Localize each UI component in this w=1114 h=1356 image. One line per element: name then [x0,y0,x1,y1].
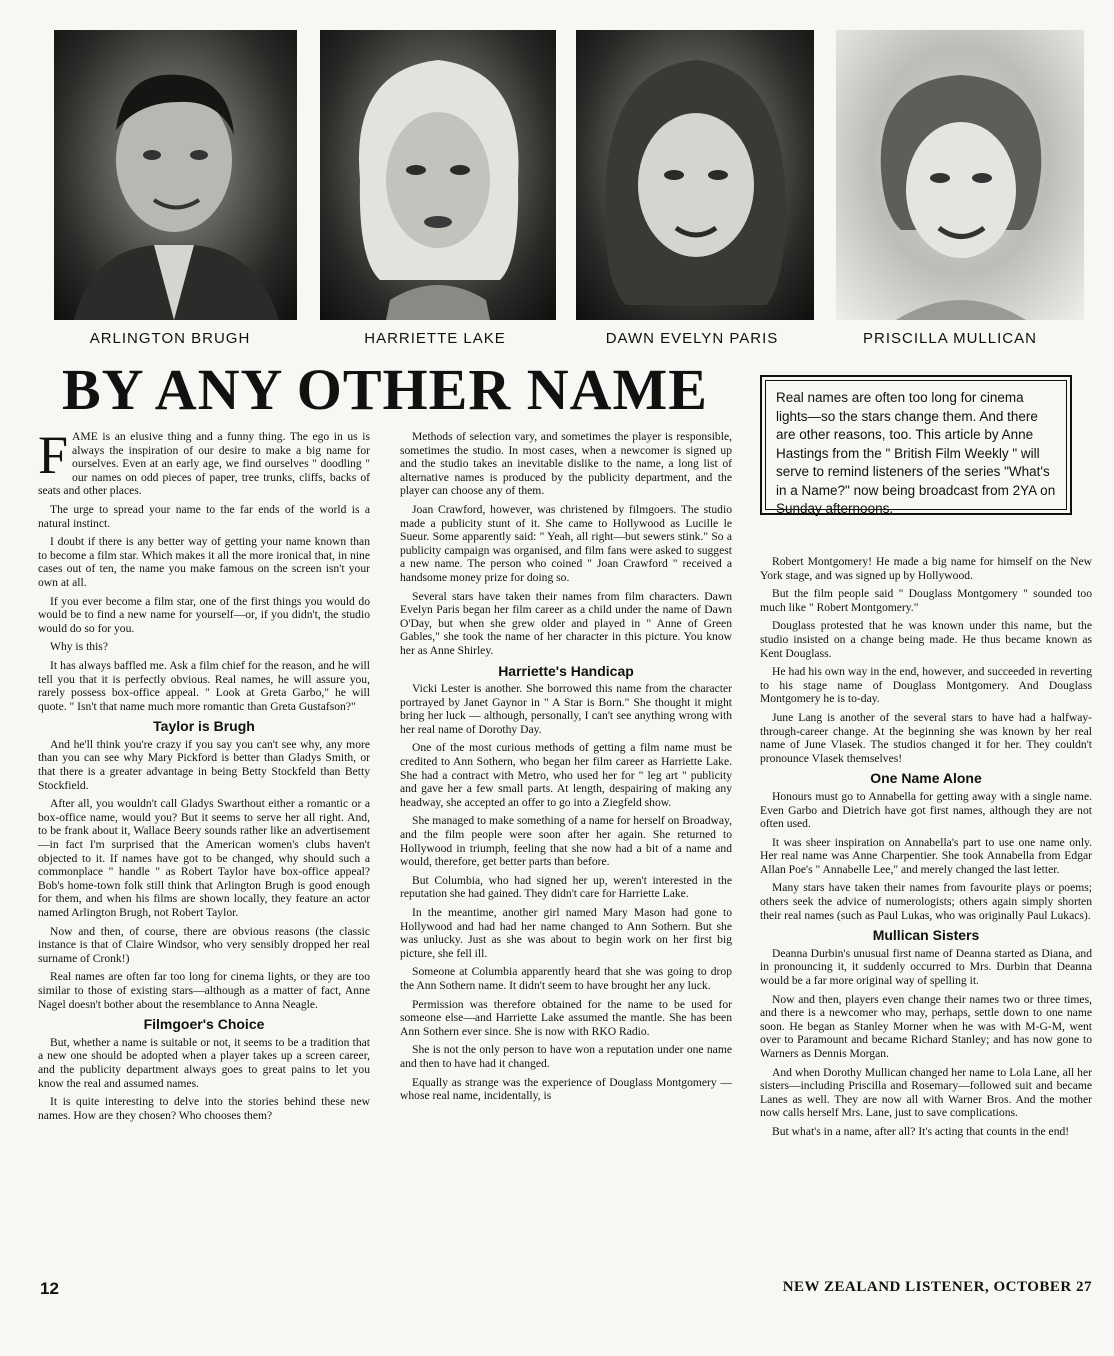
paragraph: June Lang is another of the several stars to have had a halfway-through-career change. At the beginning she was known by her real name of June Vlasek. The studios changed it for her. They couldn't pronounce Vlasek themselves! [760,710,1092,765]
publication-line: NEW ZEALAND LISTENER, OCTOBER 27 [782,1279,1092,1295]
paragraph: FAME is an elusive thing and a funny thing. The ego in us is always the inspiration of our desire to make a big name for ourselves. Even at an early age, we find ourselves " doodling " our names on odd pieces of paper, tree trunks, cliffs, backs of seats and other places. [38,425,370,498]
paragraph: Why is this? [50,640,108,654]
paragraph: Douglass protested that he was known under this name, but the studio insisted on a change being made. He thus became known as Kent Douglass. [760,619,1092,660]
caption-dawn-evelyn-paris: DAWN EVELYN PARIS [605,330,779,347]
paragraph: She is not the only person to have won a reputation under one name and then to have had it changed. [400,1043,732,1070]
paragraph: Many stars have taken their names from favourite plays or poems; others seek the advice of numerologists; others again simply shorten their real names (such as Paul Lukas, who was originally Paul Lukacs). [760,881,1092,922]
subheading-harriettes-handicap: Harriette's Handicap [498,662,634,679]
photo-row [54,30,1084,322]
paragraph: But, whether a name is suitable or not, it seems to be a tradition that a new one should be adopted when a player takes up a screen career, and the publicity department always goes to great pains to let you know the real and assumed names. [38,1035,370,1090]
portrait-woman-photo-icon [836,30,1084,320]
caption-arlington-brugh: ARLINGTON BRUGH [89,330,251,347]
subheading-one-name-alone: One Name Alone [870,770,982,787]
paragraph: Methods of selection vary, and sometimes the player is responsible, sometimes the studio. In most cases, when a newcomer is signed up and the studio takes an inevitable dislike to the name, a long list of alternative names is produced by the publicity department, and the player can choose any of them. [400,430,732,498]
paragraph: She managed to make something of a name for herself on Broadway, and the film people were soon after her again. She returned to Hollywood in triumph, feeling that she now had a bit of a name and would, therefore, get better parts than before. [400,814,732,869]
paragraph: If you ever become a film star, one of the first things you would do would be to find a new name for yourself—or, if you didn't, the studio would do so for you. [38,594,370,635]
paragraph: Several stars have taken their names from film characters. Dawn Evelyn Paris began her film career as a child under the name of Dawn O'Day, but when she grew older and played in " Anne of Green Gables," she took the name of her character in this picture. You know her as Anne Shirley. [400,589,732,657]
caption-priscilla-mullican: PRISCILLA MULLICAN [863,330,1037,347]
paragraph: And he'll think you're crazy if you say you can't see why, any more than you can see why Mary Pickford is better than Gladys Smith, or that there is a greater advantage in being Betty Stockfeld than Betty Stockfield. [38,737,370,792]
paragraph: But what's in a name, after all? It's acting that counts in the end! [772,1124,1070,1138]
paragraph: The urge to spread your name to the far ends of the world is a natural instinct. [38,502,370,530]
paragraph: Equally as strange was the experience of Douglass Montgomery — whose real name, incidentally, is [400,1075,732,1103]
paragraph: Someone at Columbia apparently heard that she was going to drop the Ann Sothern name. It didn't seem to have brought her any luck. [400,965,732,992]
paragraph: And when Dorothy Mullican changed her name to Lola Lane, all her sisters—including Priscilla and Rosemary—followed suit and became Lanes as well. They are now all with Warner Bros. And the mother now calls herself Mrs. Lane, just to save complications. [760,1065,1092,1120]
article-column-2 [400,430,732,1108]
paragraph: But Columbia, who had signed her up, weren't interested in the reputation she had gained. They didn't care for Harriette Lake. [400,873,732,901]
intro-box [760,375,1072,515]
paragraph: But the film people said " Douglass Montgomery " sounded too much like " Robert Montgomery." [760,587,1092,614]
paragraph: After all, you wouldn't call Gladys Swarthout either a romantic or a box-office name, would you? But it seems to serve her all right. And, to be frank about it, Wallace Beery sounds rather like an advertisement—in fact I'm surprised that the American women's clubs haven't objected to it. If names have got to be changed, why should such a commonplace " handle " as Robert Taylor have box-office appeal? Bob's home-town folk still think that Arlington Brugh is good enough for them, and when his films are shown locally, they feature an actor named Arlington Brugh, not Robert Taylor. [38,797,370,919]
paragraph: Robert Montgomery! He made a big name for himself on the New York stage, and was signed up by Hollywood. [760,555,1092,582]
portrait-photo-priscilla-mullican [836,30,1084,320]
article-column-1 [38,425,370,1127]
paragraph: Joan Crawford, however, was christened by filmgoers. The studio made a publicity stunt of it. She came to Hollywood as Lucille le Sueur. Some apparently said: " Yeah, all right—but sewers stink." So a publicity campaign was organised, and film fans were asked to suggest a new name. The person who coined " Joan Crawford " received a handsome money prize for doing so. [400,502,732,584]
paragraph: It is quite interesting to delve into the stories behind these new names. How are they chosen? Who chooses them? [38,1095,370,1122]
paragraph: One of the most curious methods of getting a film name must be credited to Ann Sothern, who began her film career as Harriette Lake. She had a contract with Metro, who used her for " leg art " publicity and gave her a few small parts. At length, despairing of making any headway, she accepted an offer to go into a Ziegfeld show. [400,741,732,809]
paragraph: Now and then, of course, there are obvious reasons (the classic instance is that of Claire Windsor, who very sensibly dropped her real surname of Cronk!) [38,924,370,965]
paragraph: He had his own way in the end, however, and succeeded in reverting to his stage name of Douglass Montgomery. And Douglass Montgomery he is to-day. [760,665,1092,706]
portrait-woman-photo-icon [576,30,814,320]
subheading-taylor-is-brugh: Taylor is Brugh [153,718,255,735]
drop-cap: F [38,425,69,485]
paragraph: Honours must go to Annabella for getting away with a single name. Even Garbo and Dietrich have got first names, although they are not often used. [760,789,1092,831]
paragraph: I doubt if there is any better way of getting your name known than to become a film star. Which makes it all the more ironical that, in nine cases out of ten, the name you make famous on the screen isn't your own at all. [38,535,370,589]
paragraph: It was sheer inspiration on Annabella's part to use one name only. Her real name was Anne Charpentier. She took Annabella from Edgar Allan Poe's " Annabelle Lee," and merely changed the last letter. [760,835,1092,876]
portrait-man-photo-icon [54,30,297,320]
paragraph: Vicki Lester is another. She borrowed this name from the character portrayed by Janet Gaynor in " A Star is Born." She thought it might bring her luck — although, personally, I can't see anything wrong with her real name of Dorothy Day. [400,682,732,736]
subheading-mullican-sisters: Mullican Sisters [872,927,980,944]
portrait-woman-photo-icon [320,30,556,320]
paragraph: Now and then, players even change their names two or three times, and there is a newcomer who may, perhaps, settle down to one name soon. He began as Stanley Morner when he was with M-G-M, went over to Paramount and became Richard Stanley; and has now gone to Warners as Dennis Morgan. [760,992,1092,1060]
page-title: BY ANY OTHER NAME [62,357,708,422]
subheading-filmgoers-choice: Filmgoer's Choice [143,1016,265,1033]
caption-harriette-lake: HARRIETTE LAKE [364,330,506,347]
portrait-photo-harriette-lake [320,30,556,320]
intro-text: Real names are often too long for cinema lights—so the stars change them. And there are other reasons, too. This article by Anne Hastings from the " British Film Weekly " will serve to remind listeners of the series "What's in a Name?" now being broadcast from 2YA on Sunday afternoons. [765,380,1067,510]
portrait-photo-arlington-brugh [54,30,297,320]
paragraph: Permission was therefore obtained for the name to be used for someone else—and Harriette Lake assumed the mantle. She has been Ann Sothern ever since. She is now with RKO Radio. [400,997,732,1038]
paragraph: In the meantime, another girl named Mary Mason had gone to Hollywood and had had her name changed to Ann Sothern. But she was unlucky. Just as she was about to begin work on her first big picture, she fell ill. [400,906,732,960]
article-column-3 [760,555,1092,1144]
paragraph: It has always baffled me. Ask a film chief for the reason, and he will tell you that it is perfectly obvious. Real names, he will assure you, rarely possess box-office appeal. " Look at Greta Garbo," he will quote. " Isn't that name much more romantic than Greta Gustafson?" [38,658,370,713]
paragraph: Real names are often far too long for cinema lights, or they are too similar to those of existing stars—although as a matter of fact, Anne Nagel doesn't bother about the resemblance to Anna Neagle. [38,970,370,1011]
paragraph: Deanna Durbin's unusual first name of Deanna started as Diana, and in pronouncing it, it suddenly occurred to Mrs. Durbin that Deanna would be a far more original way of spelling it. [760,946,1092,988]
page-number: 12 [40,1279,59,1298]
portrait-photo-dawn-evelyn-paris [576,30,814,320]
